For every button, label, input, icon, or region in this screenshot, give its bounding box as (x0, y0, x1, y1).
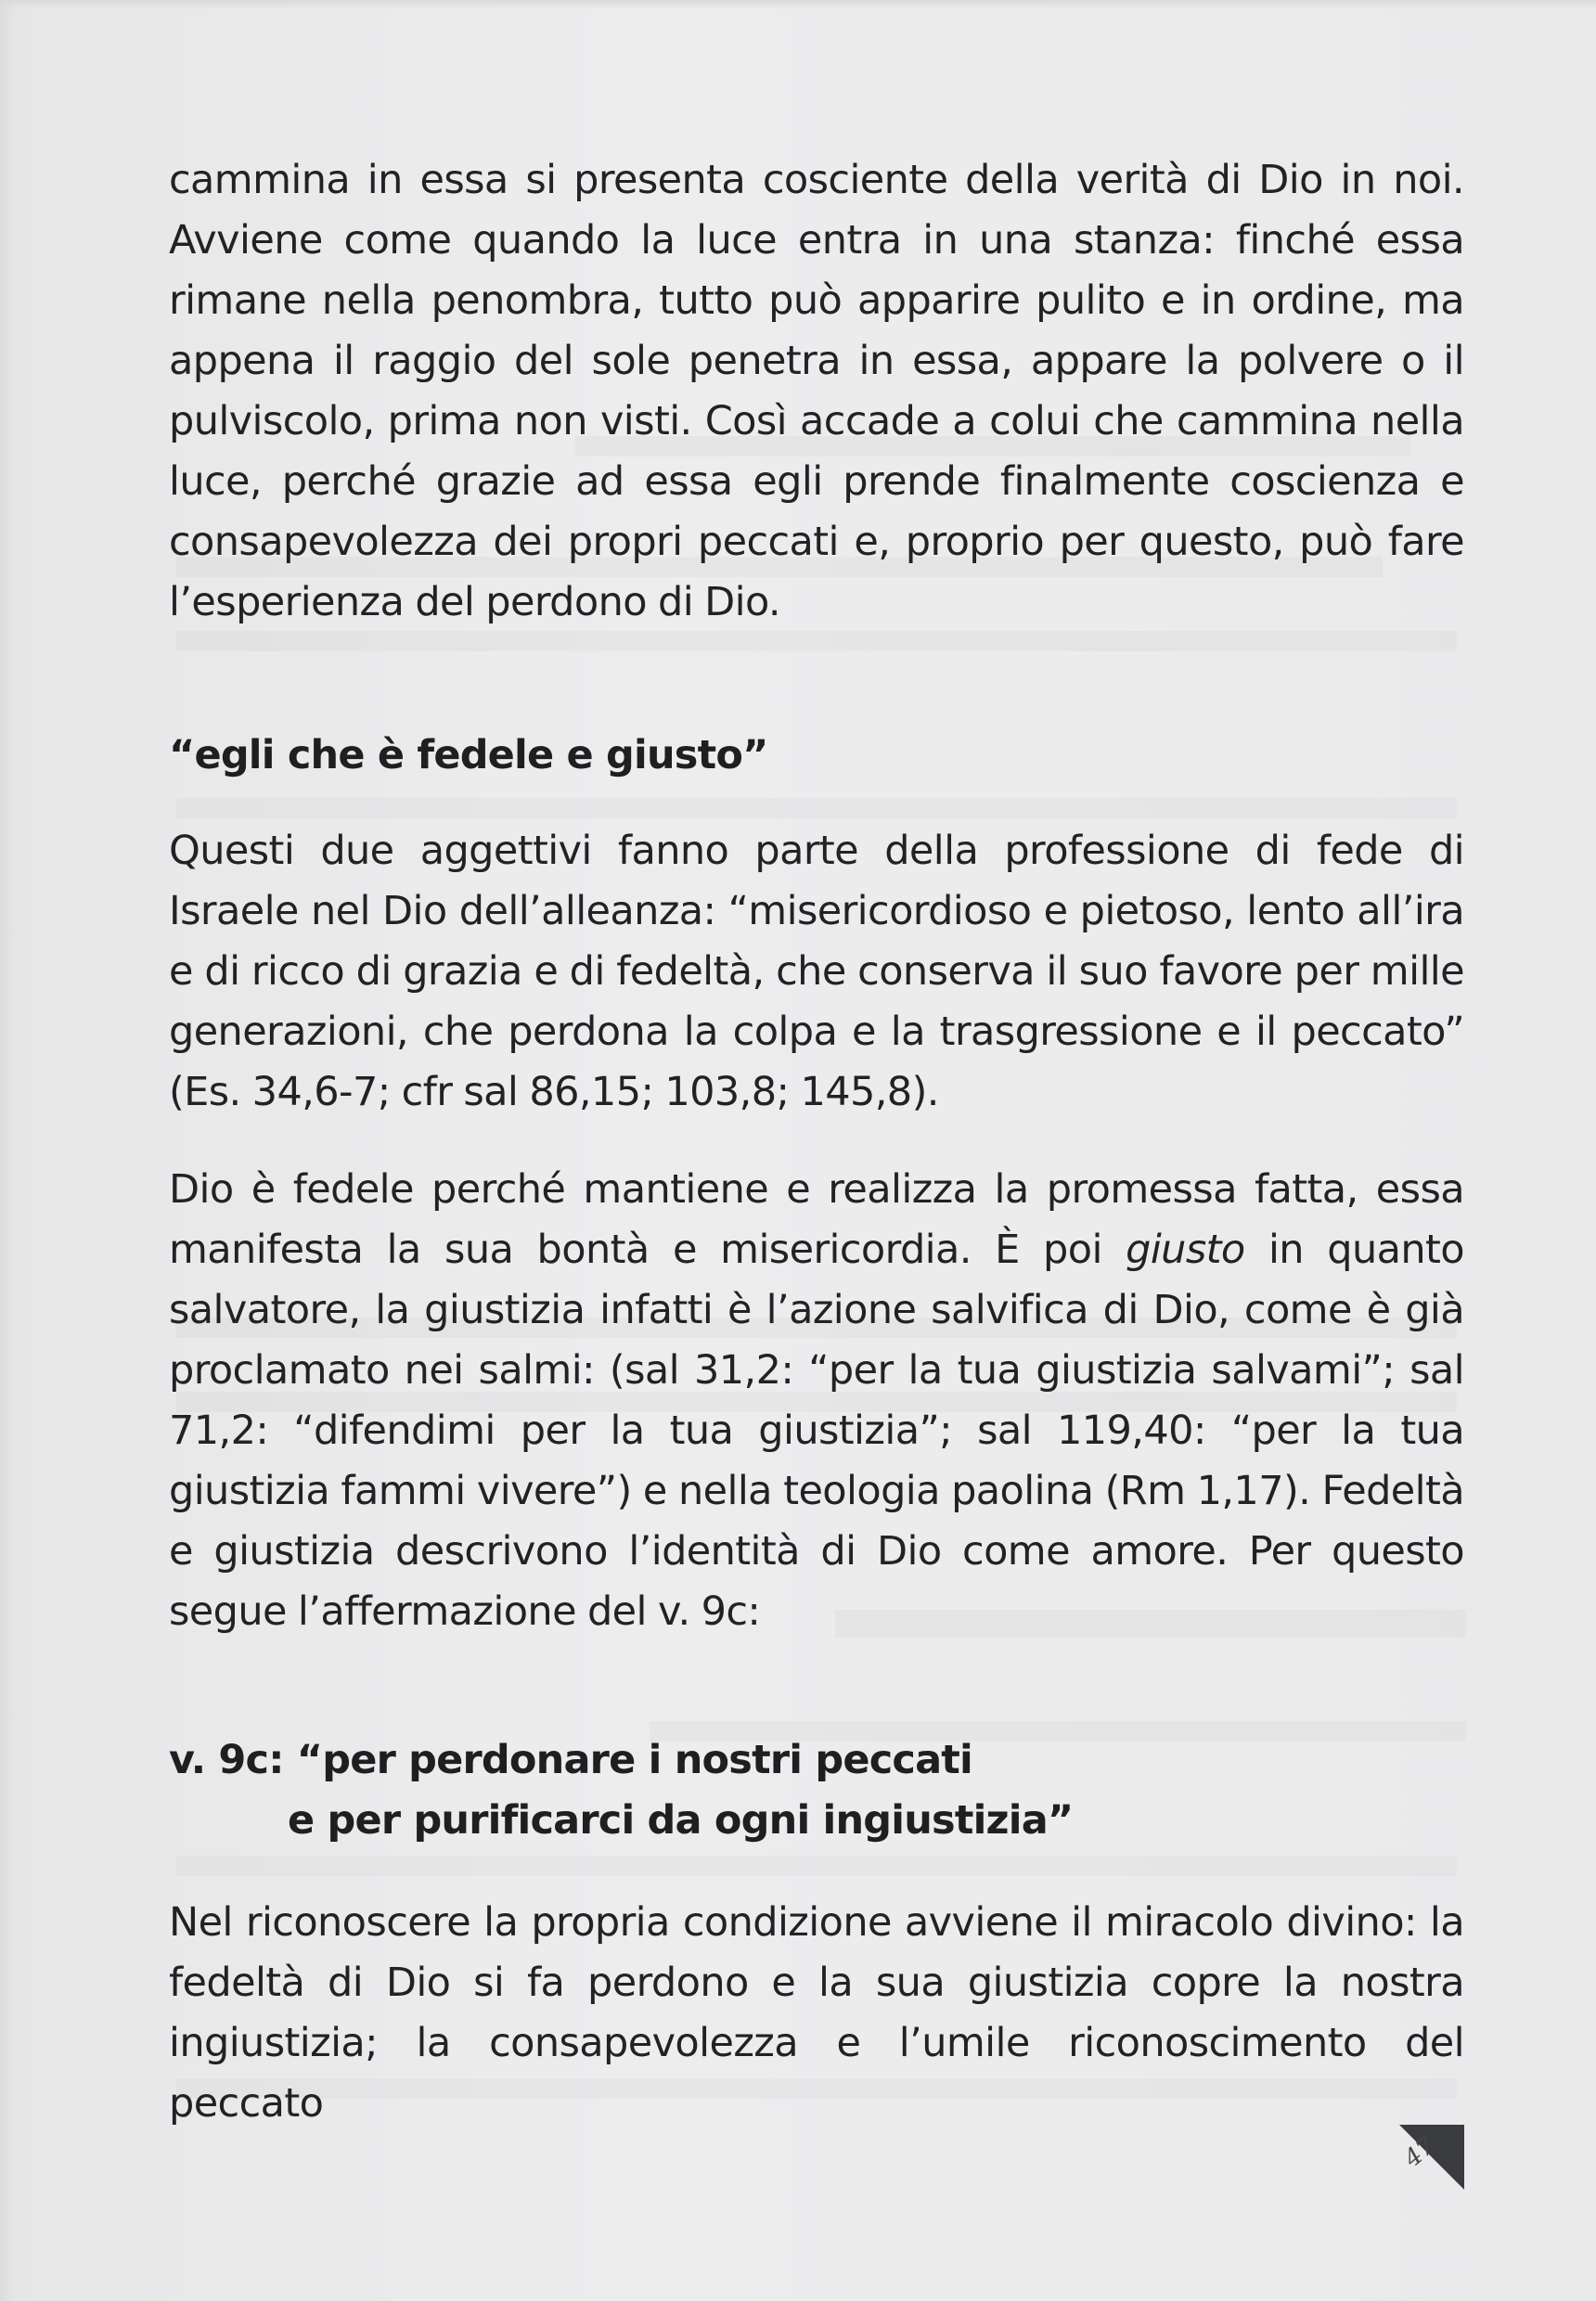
section-heading-fedele-giusto: “egli che è fedele e giusto” (169, 732, 768, 778)
body-paragraph-1: cammina in essa si presenta cosciente della verità di Dio in noi. Avviene come quando la luce entra in una stanza: finché essa rimane nella penombra, tutto può apparire pulito e in ordine, ma appena il raggio del sole penetra in essa, appare la polvere o il pulviscolo, prima non visti. Così accade a colui che cammina nella luce, perché grazie ad essa egli prende finalmente coscienza e consapevolezza dei propri peccati e, proprio per questo, può fare l’esperienza del perdono di Dio. (169, 157, 1464, 625)
page-shadow-left (0, 0, 17, 2301)
paragraph-3-text-b: in quanto salvatore, la giustizia infatti è l’azione salvifica di Dio, come è già proclamato nei salmi: (sal 31,2: “per la tua giustizia salvami”; sal 71,2: “difendimi per la tua giustizia”; sal 119,40: “per la tua giustizia fammi vivere”) e nella teologia paolina (Rm 1,17). Fedeltà e giustizia descrivono l’identità di Dio come amore. Per questo segue l’affermazione del v. 9c: (169, 1227, 1465, 1635)
paragraph-3-text-a: Dio è fedele perché mantiene e realizza la promessa fatta, essa manifesta la sua bontà e misericordia. È poi (169, 1166, 1464, 1273)
body-paragraph-4: Nel riconoscere la propria condizione avviene il miracolo divino: la fedeltà di Dio si fa perdono e la sua giustizia copre la nostra ingiustizia; la consapevolezza e l’umile riconoscimento del peccato (169, 1899, 1464, 2127)
italic-word-giusto: giusto (1126, 1227, 1245, 1273)
body-paragraph-3 (169, 1160, 1464, 1642)
page-number: 47 (1398, 2131, 1441, 2174)
page-shadow-top (0, 0, 1596, 9)
verse-heading-line-1: v. 9c: “per perdonare i nostri peccati (169, 1737, 972, 1783)
verse-heading (169, 1730, 1073, 1851)
verse-heading-line-2: e per purificarci da ogni ingiustizia” (288, 1797, 1074, 1844)
body-paragraph-2: Questi due aggettivi fanno parte della professione di fede di Israele nel Dio dell’alleanza: “misericordioso e pietoso, lento all’ira e di ricco di grazia e di fedeltà, che conserva il suo favore per mille generazioni, che perdona la colpa e la trasgressione e il peccato” (Es. 34,6-7; cfr sal 86,15; 103,8; 145,8). (169, 828, 1464, 1115)
